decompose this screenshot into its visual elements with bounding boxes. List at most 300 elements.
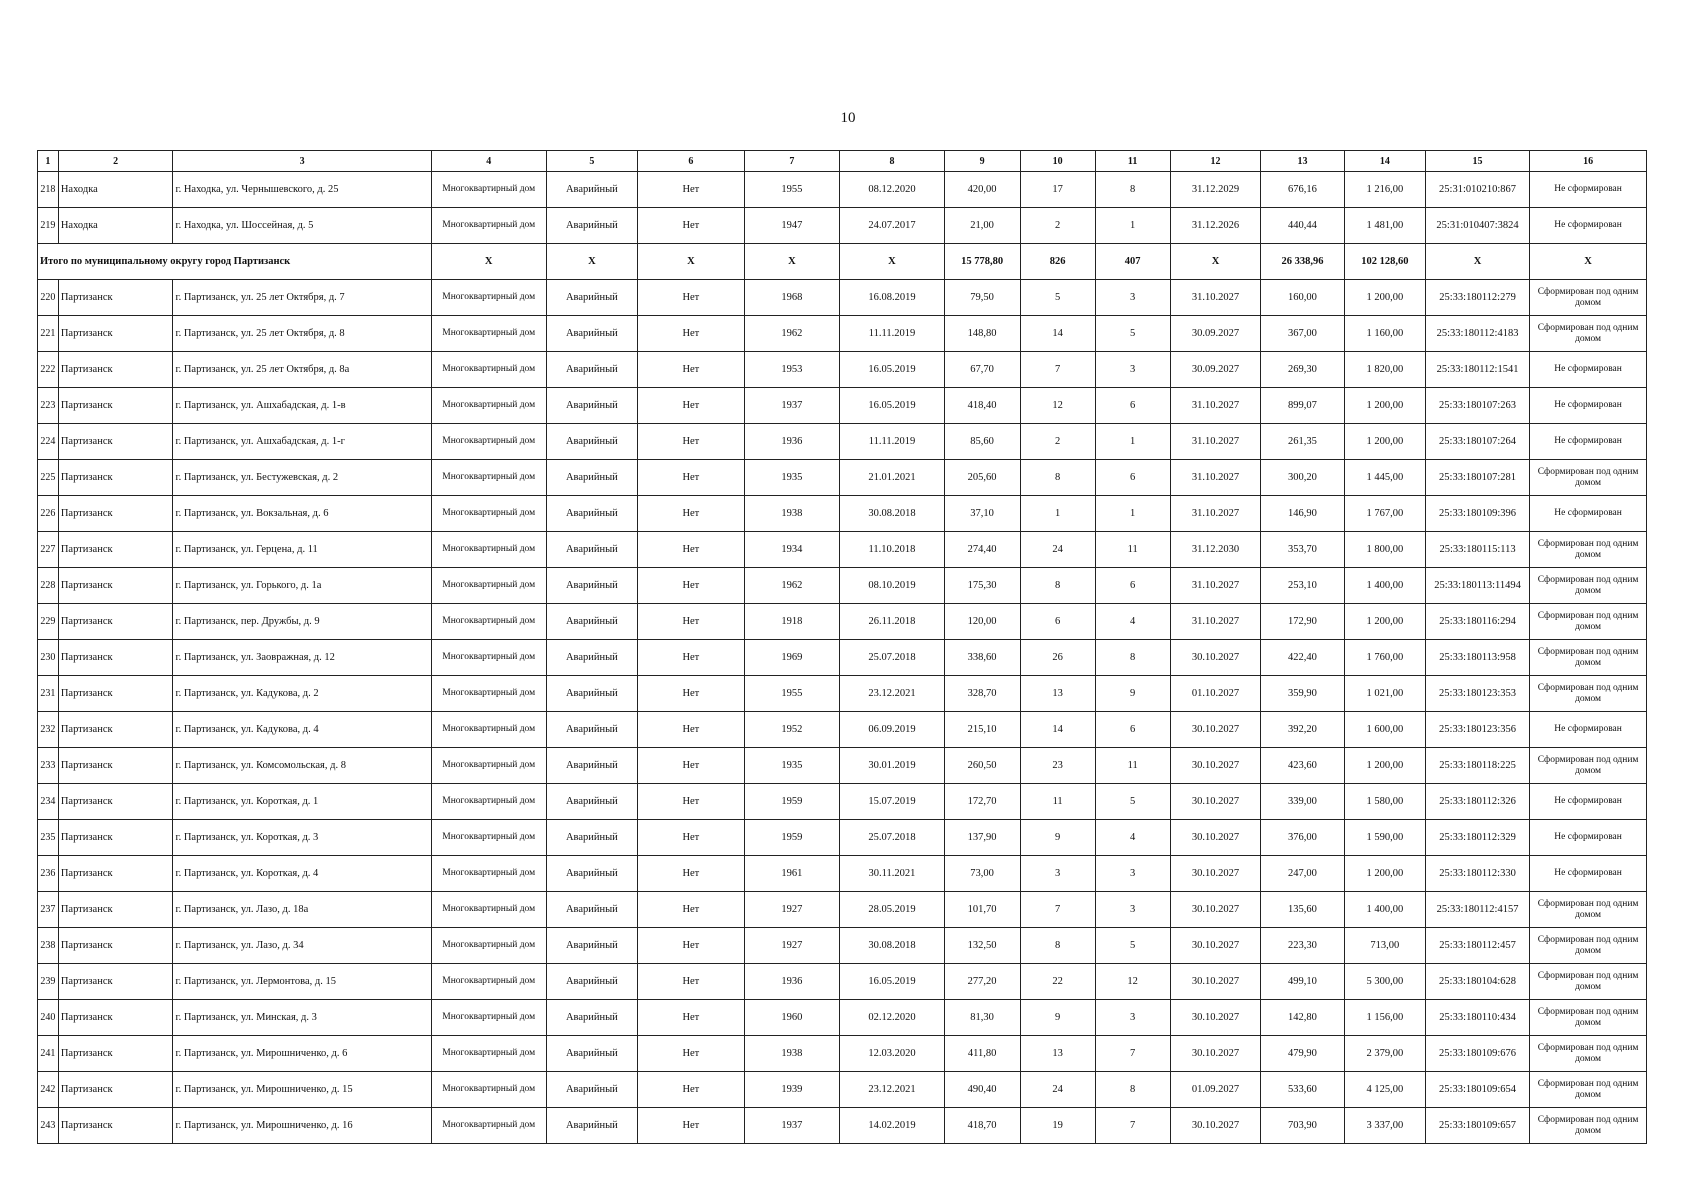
cell-resettlement-date: 31.10.2027 xyxy=(1170,460,1261,496)
column-header: 16 xyxy=(1530,151,1647,172)
cell-condition: Аварийный xyxy=(546,496,638,532)
cell-total-area: 422,40 xyxy=(1261,640,1344,676)
cell-status-flag: Нет xyxy=(638,388,744,424)
cell-land-status: Сформирован под одним домом xyxy=(1530,604,1647,640)
cell-house-type: Многоквартирный дом xyxy=(431,928,546,964)
cell-status-flag: Нет xyxy=(638,892,744,928)
cell-municipality: Партизанск xyxy=(58,316,173,352)
cell-residents: 3 xyxy=(1020,856,1095,892)
cell-recognition-date: 14.02.2019 xyxy=(840,1108,944,1144)
cell-address: г. Партизанск, ул. Кадукова, д. 2 xyxy=(173,676,431,712)
cell-recognition-date: 23.12.2021 xyxy=(840,1072,944,1108)
cell-resettlement-date: 30.10.2027 xyxy=(1170,784,1261,820)
cell-premises: 11 xyxy=(1095,748,1170,784)
cell-recognition-date: 11.10.2018 xyxy=(840,532,944,568)
cell-residents: 12 xyxy=(1020,388,1095,424)
cell-house-type: Многоквартирный дом xyxy=(431,316,546,352)
cell-premises: 3 xyxy=(1095,352,1170,388)
cell-municipality: Партизанск xyxy=(58,460,173,496)
cell-total-area: 392,20 xyxy=(1261,712,1344,748)
cell-total-area: 261,35 xyxy=(1261,424,1344,460)
cell-build-year: 1969 xyxy=(744,640,840,676)
cell-municipality: Партизанск xyxy=(58,1036,173,1072)
cell-house-type: Многоквартирный дом xyxy=(431,712,546,748)
cell-residents: 9 xyxy=(1020,820,1095,856)
cell-house-type: Многоквартирный дом xyxy=(431,964,546,1000)
column-header: 12 xyxy=(1170,151,1261,172)
cell-address: г. Партизанск, ул. 25 лет Октября, д. 8а xyxy=(173,352,431,388)
cell-total-area: 146,90 xyxy=(1261,496,1344,532)
cell-recognition-date: 08.12.2020 xyxy=(840,172,944,208)
cell-land-status: Сформирован под одним домом xyxy=(1530,928,1647,964)
cell-address: г. Партизанск, ул. Герцена, д. 11 xyxy=(173,532,431,568)
cell-municipality: Партизанск xyxy=(58,568,173,604)
cell-cost: 2 379,00 xyxy=(1344,1036,1425,1072)
cell-build-year: 1961 xyxy=(744,856,840,892)
cell-build-year: 1959 xyxy=(744,784,840,820)
cell-total-area: 135,60 xyxy=(1261,892,1344,928)
cell-premises: 8 xyxy=(1095,640,1170,676)
cell-residents: 26 xyxy=(1020,640,1095,676)
cell-resettlement-date: 30.09.2027 xyxy=(1170,352,1261,388)
column-header: 13 xyxy=(1261,151,1344,172)
cell-municipality: Партизанск xyxy=(58,712,173,748)
cell-total-area: 253,10 xyxy=(1261,568,1344,604)
cell-status-flag: Нет xyxy=(638,712,744,748)
column-header: 11 xyxy=(1095,151,1170,172)
cell-recognition-date: 11.11.2019 xyxy=(840,316,944,352)
cell-resettlement-date: 31.10.2027 xyxy=(1170,496,1261,532)
cell-house-type: Многоквартирный дом xyxy=(431,172,546,208)
cell-area: 137,90 xyxy=(944,820,1020,856)
cell-recognition-date: 11.11.2019 xyxy=(840,424,944,460)
cell-status-flag: Нет xyxy=(638,460,744,496)
cell-recognition-date: 30.08.2018 xyxy=(840,928,944,964)
cell-build-year: 1955 xyxy=(744,172,840,208)
cell-cost: 1 200,00 xyxy=(1344,280,1425,316)
cell-condition: Аварийный xyxy=(546,1000,638,1036)
cell-cadastral-number: 25:33:180112:326 xyxy=(1425,784,1529,820)
cell-premises: 6 xyxy=(1095,460,1170,496)
cell-resettlement-date: 30.10.2027 xyxy=(1170,928,1261,964)
cell-municipality: Партизанск xyxy=(58,928,173,964)
cell-recognition-date: 16.08.2019 xyxy=(840,280,944,316)
cell-house-type: Многоквартирный дом xyxy=(431,892,546,928)
cell-area: 274,40 xyxy=(944,532,1020,568)
cell-address: г. Находка, ул. Шоссейная, д. 5 xyxy=(173,208,431,244)
cell-premises: 12 xyxy=(1095,964,1170,1000)
cell-house-type: Многоквартирный дом xyxy=(431,496,546,532)
cell-total-area: 172,90 xyxy=(1261,604,1344,640)
cell-address: г. Партизанск, ул. 25 лет Октября, д. 8 xyxy=(173,316,431,352)
cell-house-type: Многоквартирный дом xyxy=(431,352,546,388)
table-row xyxy=(38,784,1647,820)
cell-status-flag: Нет xyxy=(638,172,744,208)
column-header: 14 xyxy=(1344,151,1425,172)
cell-land-status: Не сформирован xyxy=(1530,712,1647,748)
cell-row-number: 236 xyxy=(38,856,59,892)
cell-status-flag: Нет xyxy=(638,640,744,676)
cell-condition: Аварийный xyxy=(546,352,638,388)
cell-cadastral-number: 25:33:180112:4183 xyxy=(1425,316,1529,352)
cell-total-area: 423,60 xyxy=(1261,748,1344,784)
cell-land-status: Не сформирован xyxy=(1530,496,1647,532)
cell-status-flag: Нет xyxy=(638,1036,744,1072)
cell-cost: 1 767,00 xyxy=(1344,496,1425,532)
cell-residents: 8 xyxy=(1020,460,1095,496)
cell-build-year: 1935 xyxy=(744,748,840,784)
cell-condition: Аварийный xyxy=(546,280,638,316)
cell-residents: 13 xyxy=(1020,676,1095,712)
table-row xyxy=(38,604,1647,640)
cell-row-number: 243 xyxy=(38,1108,59,1144)
cell-area: 418,70 xyxy=(944,1108,1020,1144)
cell-status-flag: Нет xyxy=(638,604,744,640)
table-row xyxy=(38,208,1647,244)
cell-municipality: Партизанск xyxy=(58,856,173,892)
subtotal-value: 26 338,96 xyxy=(1261,244,1344,280)
cell-condition: Аварийный xyxy=(546,604,638,640)
cell-municipality: Партизанск xyxy=(58,748,173,784)
cell-land-status: Не сформирован xyxy=(1530,388,1647,424)
cell-recognition-date: 16.05.2019 xyxy=(840,352,944,388)
cell-cadastral-number: 25:33:180123:353 xyxy=(1425,676,1529,712)
cell-premises: 1 xyxy=(1095,424,1170,460)
cell-premises: 5 xyxy=(1095,316,1170,352)
subtotal-value: 826 xyxy=(1020,244,1095,280)
cell-premises: 3 xyxy=(1095,1000,1170,1036)
cell-condition: Аварийный xyxy=(546,712,638,748)
cell-resettlement-date: 30.10.2027 xyxy=(1170,892,1261,928)
cell-municipality: Партизанск xyxy=(58,424,173,460)
cell-status-flag: Нет xyxy=(638,568,744,604)
table-row xyxy=(38,820,1647,856)
subtotal-value: 102 128,60 xyxy=(1344,244,1425,280)
cell-row-number: 235 xyxy=(38,820,59,856)
cell-area: 205,60 xyxy=(944,460,1020,496)
cell-land-status: Сформирован под одним домом xyxy=(1530,964,1647,1000)
cell-land-status: Не сформирован xyxy=(1530,424,1647,460)
cell-premises: 11 xyxy=(1095,532,1170,568)
cell-municipality: Партизанск xyxy=(58,1108,173,1144)
cell-cost: 1 590,00 xyxy=(1344,820,1425,856)
cell-address: г. Партизанск, ул. 25 лет Октября, д. 7 xyxy=(173,280,431,316)
cell-total-area: 142,80 xyxy=(1261,1000,1344,1036)
cell-status-flag: Нет xyxy=(638,424,744,460)
cell-condition: Аварийный xyxy=(546,820,638,856)
cell-recognition-date: 21.01.2021 xyxy=(840,460,944,496)
subtotal-value: X xyxy=(1170,244,1261,280)
cell-cost: 1 200,00 xyxy=(1344,856,1425,892)
cell-row-number: 241 xyxy=(38,1036,59,1072)
cell-address: г. Партизанск, ул. Бестужевская, д. 2 xyxy=(173,460,431,496)
cell-cost: 1 820,00 xyxy=(1344,352,1425,388)
cell-condition: Аварийный xyxy=(546,532,638,568)
cell-condition: Аварийный xyxy=(546,640,638,676)
cell-recognition-date: 16.05.2019 xyxy=(840,388,944,424)
cell-land-status: Сформирован под одним домом xyxy=(1530,568,1647,604)
table-row xyxy=(38,280,1647,316)
cell-build-year: 1962 xyxy=(744,316,840,352)
cell-municipality: Находка xyxy=(58,172,173,208)
cell-recognition-date: 26.11.2018 xyxy=(840,604,944,640)
cell-land-status: Сформирован под одним домом xyxy=(1530,1036,1647,1072)
cell-total-area: 899,07 xyxy=(1261,388,1344,424)
column-header: 1 xyxy=(38,151,59,172)
cell-condition: Аварийный xyxy=(546,568,638,604)
cell-area: 81,30 xyxy=(944,1000,1020,1036)
cell-cadastral-number: 25:33:180112:4157 xyxy=(1425,892,1529,928)
cell-build-year: 1960 xyxy=(744,1000,840,1036)
cell-condition: Аварийный xyxy=(546,424,638,460)
cell-premises: 3 xyxy=(1095,892,1170,928)
cell-area: 420,00 xyxy=(944,172,1020,208)
cell-area: 277,20 xyxy=(944,964,1020,1000)
cell-total-area: 359,90 xyxy=(1261,676,1344,712)
cell-cost: 1 216,00 xyxy=(1344,172,1425,208)
cell-area: 175,30 xyxy=(944,568,1020,604)
cell-residents: 5 xyxy=(1020,280,1095,316)
cell-area: 73,00 xyxy=(944,856,1020,892)
cell-house-type: Многоквартирный дом xyxy=(431,604,546,640)
cell-resettlement-date: 01.09.2027 xyxy=(1170,1072,1261,1108)
cell-municipality: Партизанск xyxy=(58,820,173,856)
subtotal-value: 407 xyxy=(1095,244,1170,280)
cell-area: 85,60 xyxy=(944,424,1020,460)
cell-land-status: Сформирован под одним домом xyxy=(1530,316,1647,352)
column-header: 8 xyxy=(840,151,944,172)
cell-row-number: 242 xyxy=(38,1072,59,1108)
cell-build-year: 1938 xyxy=(744,1036,840,1072)
cell-condition: Аварийный xyxy=(546,1108,638,1144)
cell-address: г. Партизанск, ул. Лазо, д. 18а xyxy=(173,892,431,928)
cell-premises: 4 xyxy=(1095,604,1170,640)
cell-condition: Аварийный xyxy=(546,316,638,352)
cell-residents: 22 xyxy=(1020,964,1095,1000)
cell-row-number: 227 xyxy=(38,532,59,568)
column-header: 6 xyxy=(638,151,744,172)
cell-cadastral-number: 25:33:180107:281 xyxy=(1425,460,1529,496)
cell-row-number: 234 xyxy=(38,784,59,820)
cell-recognition-date: 25.07.2018 xyxy=(840,820,944,856)
cell-status-flag: Нет xyxy=(638,676,744,712)
cell-resettlement-date: 31.12.2030 xyxy=(1170,532,1261,568)
cell-resettlement-date: 31.10.2027 xyxy=(1170,388,1261,424)
cell-status-flag: Нет xyxy=(638,820,744,856)
cell-resettlement-date: 30.10.2027 xyxy=(1170,748,1261,784)
cell-resettlement-date: 30.10.2027 xyxy=(1170,820,1261,856)
cell-house-type: Многоквартирный дом xyxy=(431,1000,546,1036)
subtotal-value: X xyxy=(431,244,546,280)
subtotal-value: X xyxy=(546,244,638,280)
cell-municipality: Партизанск xyxy=(58,964,173,1000)
cell-status-flag: Нет xyxy=(638,928,744,964)
cell-municipality: Партизанск xyxy=(58,388,173,424)
cell-residents: 6 xyxy=(1020,604,1095,640)
cell-resettlement-date: 31.10.2027 xyxy=(1170,568,1261,604)
cell-cadastral-number: 25:33:180107:264 xyxy=(1425,424,1529,460)
cell-total-area: 300,20 xyxy=(1261,460,1344,496)
table-row xyxy=(38,640,1647,676)
cell-row-number: 218 xyxy=(38,172,59,208)
cell-house-type: Многоквартирный дом xyxy=(431,748,546,784)
cell-municipality: Партизанск xyxy=(58,532,173,568)
cell-build-year: 1936 xyxy=(744,424,840,460)
table-row xyxy=(38,496,1647,532)
cell-address: г. Партизанск, ул. Лазо, д. 34 xyxy=(173,928,431,964)
cell-area: 490,40 xyxy=(944,1072,1020,1108)
cell-total-area: 269,30 xyxy=(1261,352,1344,388)
cell-municipality: Партизанск xyxy=(58,1072,173,1108)
cell-land-status: Сформирован под одним домом xyxy=(1530,676,1647,712)
cell-total-area: 376,00 xyxy=(1261,820,1344,856)
cell-residents: 7 xyxy=(1020,352,1095,388)
column-header: 7 xyxy=(744,151,840,172)
cell-address: г. Партизанск, пер. Дружбы, д. 9 xyxy=(173,604,431,640)
subtotal-value: X xyxy=(1425,244,1529,280)
cell-row-number: 221 xyxy=(38,316,59,352)
cell-residents: 17 xyxy=(1020,172,1095,208)
cell-cadastral-number: 25:33:180113:11494 xyxy=(1425,568,1529,604)
subtotal-label: Итого по муниципальному округу город Партизанск xyxy=(38,244,432,280)
subtotal-value: X xyxy=(1530,244,1647,280)
cell-address: г. Партизанск, ул. Ашхабадская, д. 1-в xyxy=(173,388,431,424)
cell-land-status: Сформирован под одним домом xyxy=(1530,460,1647,496)
cell-row-number: 239 xyxy=(38,964,59,1000)
cell-resettlement-date: 30.10.2027 xyxy=(1170,712,1261,748)
cell-residents: 14 xyxy=(1020,316,1095,352)
cell-status-flag: Нет xyxy=(638,352,744,388)
cell-land-status: Не сформирован xyxy=(1530,208,1647,244)
cell-residents: 2 xyxy=(1020,208,1095,244)
cell-house-type: Многоквартирный дом xyxy=(431,640,546,676)
cell-area: 67,70 xyxy=(944,352,1020,388)
cell-house-type: Многоквартирный дом xyxy=(431,784,546,820)
cell-municipality: Партизанск xyxy=(58,892,173,928)
cell-resettlement-date: 30.10.2027 xyxy=(1170,1036,1261,1072)
cell-house-type: Многоквартирный дом xyxy=(431,1108,546,1144)
cell-row-number: 219 xyxy=(38,208,59,244)
cell-house-type: Многоквартирный дом xyxy=(431,532,546,568)
cell-house-type: Многоквартирный дом xyxy=(431,1036,546,1072)
cell-status-flag: Нет xyxy=(638,964,744,1000)
cell-build-year: 1935 xyxy=(744,460,840,496)
cell-total-area: 703,90 xyxy=(1261,1108,1344,1144)
cell-resettlement-date: 31.12.2026 xyxy=(1170,208,1261,244)
cell-land-status: Сформирован под одним домом xyxy=(1530,532,1647,568)
cell-total-area: 367,00 xyxy=(1261,316,1344,352)
cell-residents: 13 xyxy=(1020,1036,1095,1072)
cell-cost: 1 160,00 xyxy=(1344,316,1425,352)
cell-cadastral-number: 25:33:180112:457 xyxy=(1425,928,1529,964)
cell-cost: 1 200,00 xyxy=(1344,424,1425,460)
cell-residents: 1 xyxy=(1020,496,1095,532)
column-header: 5 xyxy=(546,151,638,172)
cell-cost: 1 021,00 xyxy=(1344,676,1425,712)
column-header: 9 xyxy=(944,151,1020,172)
cell-total-area: 440,44 xyxy=(1261,208,1344,244)
cell-recognition-date: 08.10.2019 xyxy=(840,568,944,604)
cell-cadastral-number: 25:33:180104:628 xyxy=(1425,964,1529,1000)
cell-total-area: 533,60 xyxy=(1261,1072,1344,1108)
cell-condition: Аварийный xyxy=(546,856,638,892)
cell-cost: 5 300,00 xyxy=(1344,964,1425,1000)
cell-build-year: 1968 xyxy=(744,280,840,316)
cell-recognition-date: 15.07.2019 xyxy=(840,784,944,820)
cell-cost: 1 600,00 xyxy=(1344,712,1425,748)
cell-area: 148,80 xyxy=(944,316,1020,352)
cell-resettlement-date: 31.10.2027 xyxy=(1170,424,1261,460)
cell-cadastral-number: 25:33:180115:113 xyxy=(1425,532,1529,568)
cell-premises: 1 xyxy=(1095,208,1170,244)
cell-address: г. Партизанск, ул. Мирошниченко, д. 16 xyxy=(173,1108,431,1144)
cell-municipality: Партизанск xyxy=(58,640,173,676)
cell-row-number: 232 xyxy=(38,712,59,748)
cell-cost: 1 445,00 xyxy=(1344,460,1425,496)
cell-cost: 1 156,00 xyxy=(1344,1000,1425,1036)
cell-condition: Аварийный xyxy=(546,748,638,784)
cell-residents: 11 xyxy=(1020,784,1095,820)
cell-resettlement-date: 31.10.2027 xyxy=(1170,604,1261,640)
cell-row-number: 228 xyxy=(38,568,59,604)
table-row xyxy=(38,928,1647,964)
cell-residents: 7 xyxy=(1020,892,1095,928)
cell-resettlement-date: 31.12.2029 xyxy=(1170,172,1261,208)
table-row xyxy=(38,676,1647,712)
cell-cost: 1 580,00 xyxy=(1344,784,1425,820)
cell-municipality: Партизанск xyxy=(58,784,173,820)
cell-cadastral-number: 25:31:010407:3824 xyxy=(1425,208,1529,244)
cell-status-flag: Нет xyxy=(638,1072,744,1108)
cell-premises: 6 xyxy=(1095,388,1170,424)
cell-recognition-date: 06.09.2019 xyxy=(840,712,944,748)
column-header: 4 xyxy=(431,151,546,172)
cell-recognition-date: 25.07.2018 xyxy=(840,640,944,676)
cell-address: г. Партизанск, ул. Мирошниченко, д. 6 xyxy=(173,1036,431,1072)
cell-premises: 8 xyxy=(1095,1072,1170,1108)
cell-municipality: Партизанск xyxy=(58,280,173,316)
cell-cost: 1 400,00 xyxy=(1344,568,1425,604)
cell-build-year: 1927 xyxy=(744,928,840,964)
cell-land-status: Сформирован под одним домом xyxy=(1530,892,1647,928)
cell-municipality: Партизанск xyxy=(58,352,173,388)
subtotal-value: 15 778,80 xyxy=(944,244,1020,280)
cell-condition: Аварийный xyxy=(546,208,638,244)
cell-build-year: 1952 xyxy=(744,712,840,748)
cell-recognition-date: 30.08.2018 xyxy=(840,496,944,532)
cell-status-flag: Нет xyxy=(638,496,744,532)
cell-cadastral-number: 25:33:180109:676 xyxy=(1425,1036,1529,1072)
cell-resettlement-date: 30.09.2027 xyxy=(1170,316,1261,352)
cell-premises: 6 xyxy=(1095,712,1170,748)
table-row xyxy=(38,172,1647,208)
cell-cost: 1 200,00 xyxy=(1344,604,1425,640)
cell-municipality: Находка xyxy=(58,208,173,244)
cell-cost: 1 400,00 xyxy=(1344,892,1425,928)
cell-residents: 9 xyxy=(1020,1000,1095,1036)
cell-residents: 19 xyxy=(1020,1108,1095,1144)
cell-cadastral-number: 25:33:180112:279 xyxy=(1425,280,1529,316)
cell-municipality: Партизанск xyxy=(58,676,173,712)
cell-municipality: Партизанск xyxy=(58,1000,173,1036)
cell-condition: Аварийный xyxy=(546,676,638,712)
cell-area: 101,70 xyxy=(944,892,1020,928)
cell-land-status: Сформирован под одним домом xyxy=(1530,748,1647,784)
table-row xyxy=(38,316,1647,352)
cell-build-year: 1959 xyxy=(744,820,840,856)
cell-condition: Аварийный xyxy=(546,460,638,496)
cell-cadastral-number: 25:33:180123:356 xyxy=(1425,712,1529,748)
